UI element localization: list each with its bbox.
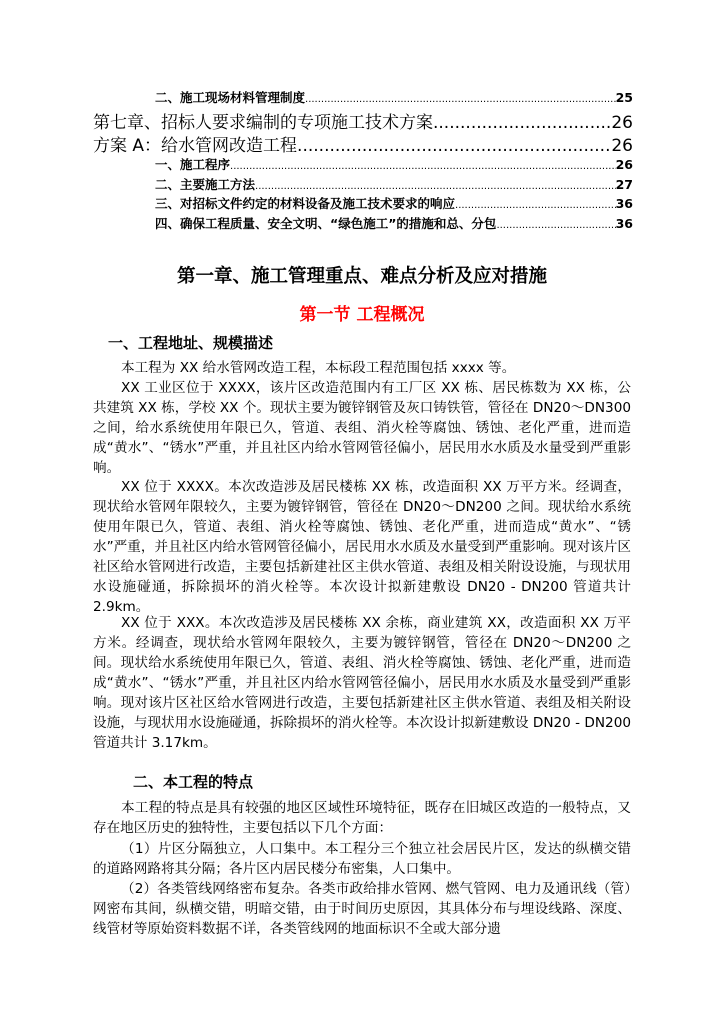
toc-entry-page: 26	[611, 113, 633, 133]
paragraph: XX 位于 XXXX。本次改造涉及居民楼栋 XX 栋，改造面积 XX 万平方米。经调查，现状给水管网年限较久，主要为镀锌钢管，管径在 DN20～DN200 之间。现状给水系统使用年限已久，管道、表组、消火栓等腐蚀、锈蚀、老化严重，进而造成“黄水”、“锈水”严重，并且社区内给水管网管径偏小，居民用水水质及水量受到严重影响。现对该片区社区给水管网进行改造，主要包括新建社区主供水管道、表组及相关附设设施，与现状用水设施碰通，拆除损坏的消火栓等。本次设计拟新建敷设 DN20 - DN200 管道共计 2.9km。	[93, 479, 631, 615]
toc-leader-dots	[230, 161, 616, 172]
section-title: 第一节 工程概况	[299, 305, 425, 325]
toc-leader-dots	[297, 136, 611, 156]
paragraph: （2）各类管线网络密布复杂。各类市政给排水管网、燃气管网、电力及通讯线（管）网密布其间，纵横交错，明暗交错，由于时间历史原因，其具体分布与埋设线路、深度、线管材等原始资料数据不详，各类管线网的地面标识不全或大部分遗	[93, 881, 631, 937]
toc-entry-page: 26	[615, 157, 633, 172]
paragraph: 本工程为 XX 给水管网改造工程，本标段工程范围包括 xxxx 等。	[121, 360, 516, 376]
paragraph: XX 位于 XXX。本次改造涉及居民楼栋 XX 余栋，商业建筑 XX，改造面积 XX 万平方米。经调查，现状给水管网年限较久，主要为镀锌钢管，管径在 DN20～DN200 之间。现状给水系统使用年限已久，管道、表组、消火栓等腐蚀、锈蚀、老化严重，进而造成“黄水”、“锈水”严重，并且社区内给水管网管径偏小，居民用水水质及水量受到严重影响。现对该片区社区给水管网进行改造，主要包括新建社区主供水管道、表组及相关附设设施，与现状用水设施碰通，拆除损坏的消火栓等。本次设计拟新建敷设 DN20 - DN200 管道共计 3.17km。	[93, 615, 631, 751]
toc-leader-dots	[455, 200, 616, 211]
toc-entry-page: 25	[615, 90, 633, 105]
toc-leader-dots	[305, 94, 616, 105]
toc-entry-title: 二、施工现场材料管理制度	[155, 90, 306, 105]
heading-project-features: 二、本工程的特点	[133, 773, 254, 791]
toc-entry-title: 第七章、招标人要求编制的专项施工技术方案	[93, 113, 433, 133]
heading-project-address: 一、工程地址、规模描述	[108, 334, 274, 352]
chapter-title: 第一章、施工管理重点、难点分析及应对措施	[176, 266, 547, 287]
toc-entry[interactable]	[155, 175, 633, 193]
paragraph: （1）片区分隔独立，人口集中。本工程分三个独立社会居民片区，发达的纵横交错的道路网路将其分隔；各片区内居民楼分布密集，人口集中。	[93, 841, 631, 877]
paragraph: 本工程的特点是具有较强的地区区域性环境特征，既存在旧城区改造的一般特点，又存在地区历史的独特性，主要包括以下几个方面：	[93, 800, 631, 836]
toc-entry-title: 三、对招标文件约定的材料设备及施工技术要求的响应	[155, 196, 456, 211]
toc-leader-dots	[496, 220, 615, 231]
toc-entry-page: 36	[615, 216, 633, 231]
toc-entry[interactable]	[155, 88, 633, 106]
toc-leader-dots	[433, 113, 611, 133]
toc-entry[interactable]	[93, 108, 633, 133]
toc-entry-title: 一、施工程序	[155, 157, 231, 172]
toc-entry[interactable]	[155, 155, 633, 173]
toc-entry[interactable]	[93, 131, 633, 156]
toc-entry[interactable]	[155, 194, 633, 212]
toc-entry-page: 27	[615, 177, 633, 192]
toc-entry-title: 方案 A：给水管网改造工程	[93, 136, 298, 156]
paragraph: XX 工业区位于 XXXX，该片区改造范围内有工厂区 XX 栋、居民栋数为 XX 栋，公共建筑 XX 栋，学校 XX 个。现状主要为镀锌钢管及灰口铸铁管，管径在 DN20～DN300 之间，给水系统使用年限已久，管道、表组、消火栓等腐蚀、锈蚀、老化严重，进而造成“黄水”、“锈水”严重，并且社区内给水管网管径偏小，居民用水水质及水量受到严重影响。	[93, 380, 631, 476]
toc-entry-page: 36	[615, 196, 633, 211]
toc-entry-title: 二、主要施工方法	[155, 177, 256, 192]
toc-leader-dots	[255, 181, 616, 192]
toc-entry-page: 26	[611, 136, 633, 156]
toc-entry-title: 四、确保工程质量、安全文明、“绿色施工”的措施和总、分包	[155, 216, 497, 231]
toc-entry[interactable]	[155, 214, 633, 232]
